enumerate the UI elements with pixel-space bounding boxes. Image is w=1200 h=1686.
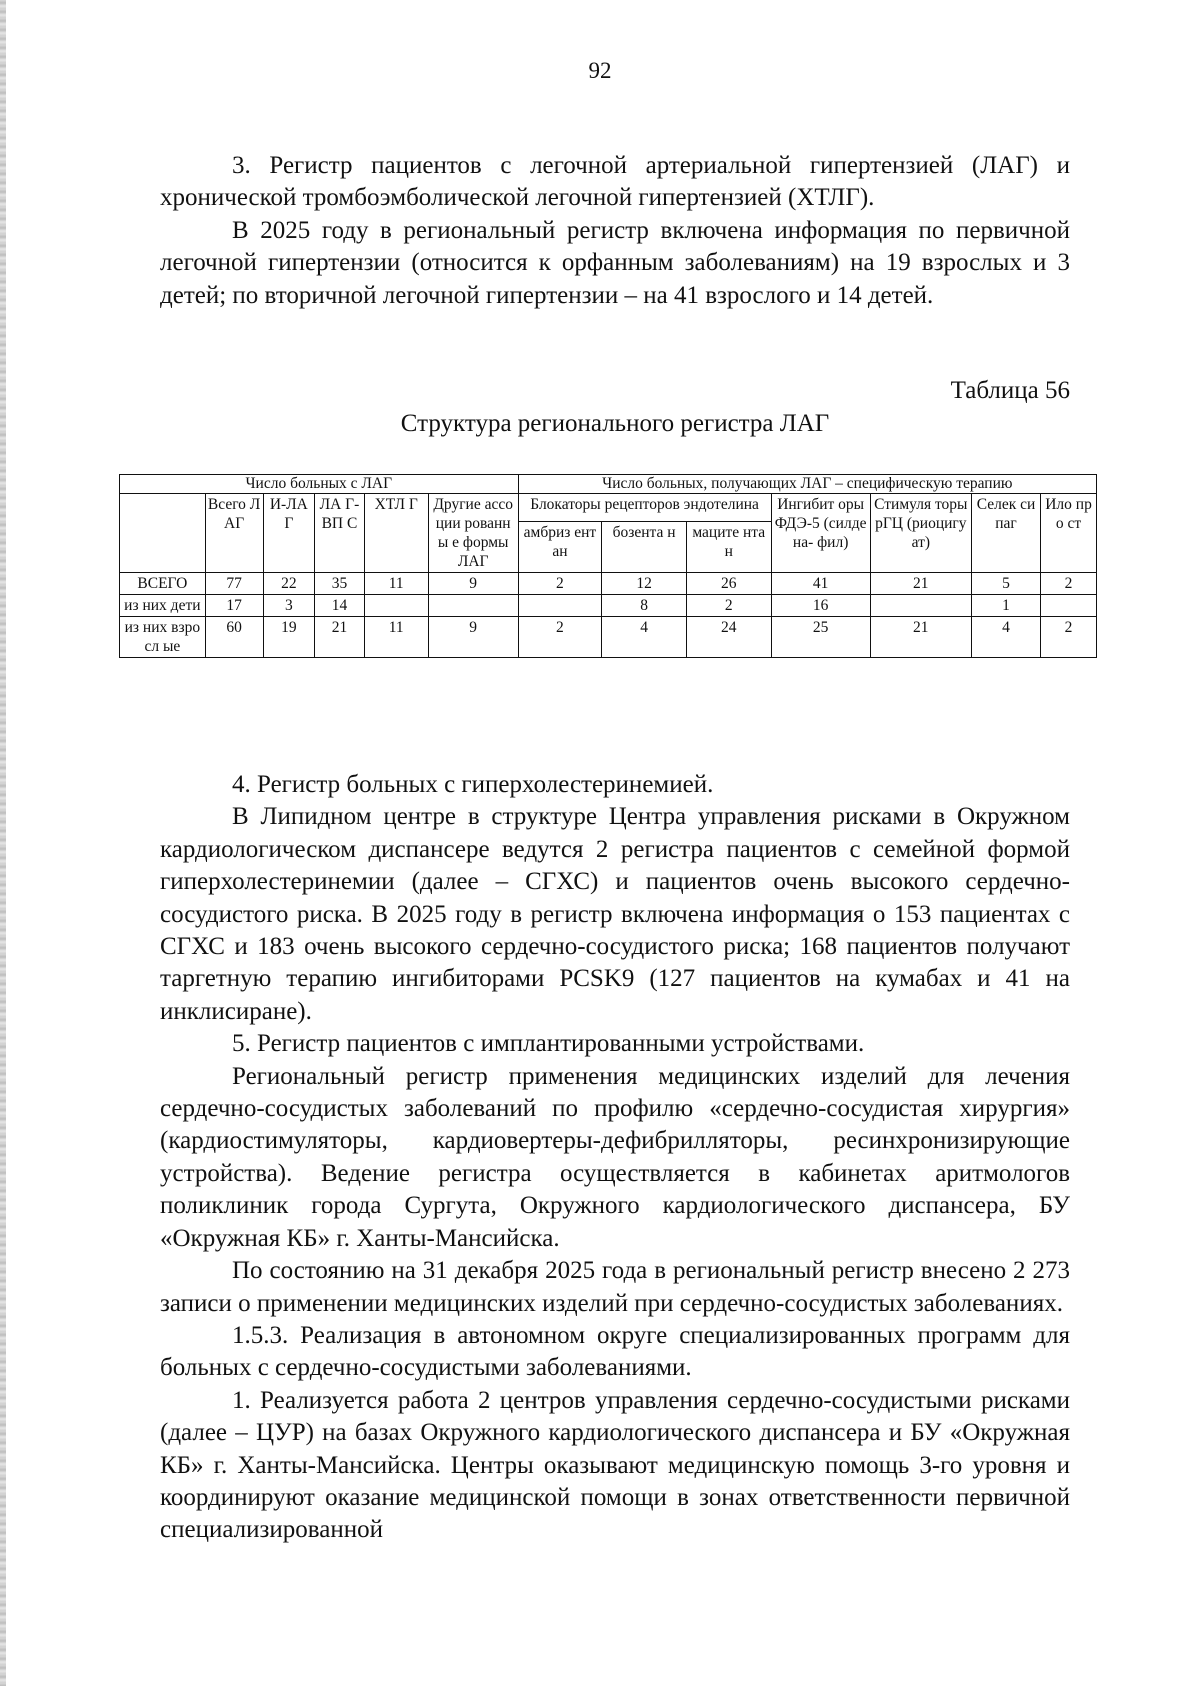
- table-cell: 12: [602, 573, 687, 595]
- body-section: [160, 769, 1070, 1547]
- table-cell: [364, 595, 428, 617]
- header-total-lag: Всего ЛАГ: [205, 494, 263, 573]
- section-heading-programs: 1.5.3. Реализация в автономном округе специализированных программ для больных с сердечно-сосудистыми заболеваниями.: [160, 1321, 1070, 1382]
- table-cell: 21: [870, 573, 971, 595]
- row-label: ВСЕГО: [120, 573, 206, 595]
- lag-registry-table: [119, 474, 1097, 658]
- header-rgc: Стимуля торы рГЦ (риоцигу ат): [870, 494, 971, 573]
- header-lag-vps: ЛА Г- ВП С: [315, 494, 365, 573]
- paragraph-risk-centers: 1. Реализуется работа 2 центров управления сердечно-сосудистыми рисками (далее – ЦУР) на базах Окружного кардиологического диспансера и БУ «Окружная КБ» г. Ханты-Мансийска. Центры оказывают медицинскую помощь 3-го уровня и координируют оказание медицинской помощи в зонах ответственности первичной специализированной: [160, 1386, 1070, 1544]
- paragraph-devices-records: По состоянию на 31 декабря 2025 года в региональный регистр внесено 2 273 записи о применении медицинских изделий при сердечно-сосудистых заболеваниях.: [160, 1257, 1070, 1317]
- table-cell: 25: [771, 617, 870, 658]
- row-label: из них дети: [120, 595, 206, 617]
- table-title: Структура регионального регистра ЛАГ: [400, 410, 830, 437]
- table-cell: 11: [364, 573, 428, 595]
- registry-heading-hypercholesterolemia: 4. Регистр больных с гиперхолестеринемией.: [232, 771, 714, 798]
- table-cell: 19: [263, 617, 315, 658]
- table-row-children: [120, 595, 1097, 617]
- table-row-total: [120, 573, 1097, 595]
- table-cell: [870, 595, 971, 617]
- header-endothelin-blockers: Блокаторы рецепторов эндотелина: [518, 494, 771, 522]
- table-cell: 2: [1041, 573, 1097, 595]
- table-cell: 21: [315, 617, 365, 658]
- header-ilag: И-ЛА Г: [263, 494, 315, 573]
- table-cell: 2: [686, 595, 771, 617]
- group-header-lag-therapy: Число больных, получающих ЛАГ – специфическую терапию: [518, 475, 1096, 494]
- header-iloprost: Ило про ст: [1041, 494, 1097, 573]
- table-cell: 22: [263, 573, 315, 595]
- header-xtlg: ХТЛ Г: [364, 494, 428, 573]
- row-label: из них взросл ые: [120, 617, 206, 658]
- table-number: Таблица 56: [950, 377, 1070, 404]
- header-macitentan: маците нтан: [686, 521, 771, 572]
- header-bosentan: бозента н: [602, 521, 687, 572]
- header-selexipag: Селек сипаг: [971, 494, 1040, 573]
- table-cell: 60: [205, 617, 263, 658]
- table-cell: 4: [602, 617, 687, 658]
- header-other-forms: Другие ассоции рованны е формы ЛАГ: [428, 494, 518, 573]
- table-cell: 11: [364, 617, 428, 658]
- registry-heading-implanted-devices: 5. Регистр пациентов с имплантированными устройствами.: [232, 1030, 865, 1058]
- table-cell: 2: [518, 573, 602, 595]
- header-pde5: Ингибит оры ФДЭ-5 (силдена- фил): [771, 494, 870, 573]
- table-cell: 3: [263, 595, 315, 617]
- table-cell: 9: [428, 573, 518, 595]
- table-cell: [1041, 595, 1097, 617]
- table-cell: 35: [315, 573, 365, 595]
- registry-heading-lag: 3. Регистр пациентов с легочной артериальной гипертензией (ЛАГ) и хронической тромбоэмболической легочной гипертензией (ХТЛГ).: [160, 152, 1070, 212]
- table-cell: 41: [771, 573, 870, 595]
- header-ambrisentan: амбриз ентан: [518, 521, 602, 572]
- group-header-lag-patients: Число больных с ЛАГ: [120, 475, 519, 494]
- table-cell: 16: [771, 595, 870, 617]
- table-cell: 8: [602, 595, 687, 617]
- table-cell: 4: [971, 617, 1040, 658]
- table-cell: 1: [971, 595, 1040, 617]
- paragraph-devices-registry: Региональный регистр применения медицинских изделий для лечения сердечно-сосудистых заболеваний по профилю «сердечно-сосудистая хирургия» (кардиостимуляторы, кардиовертеры-дефибрилляторы, ресинхронизирующие устройства). Ведение регистра осуществляется в кабинетах аритмологов поликлиник города Сургута, Окружного кардиологического диспансера, БУ «Окружная КБ» г. Ханты-Мансийска.: [160, 1062, 1070, 1252]
- table-cell: 2: [1041, 617, 1097, 658]
- paragraph-lipid-center: В Липидном центре в структуре Центра управления рисками в Окружном кардиологическом диспансере ведутся 2 регистра пациентов с семейной формой гиперхолестеринемии (далее – СГХС) и пациентов очень высокого сердечно-сосудистого риска. В 2025 году в регистр включена информация о 153 пациентах с СГХС и 183 очень высокого сердечно-сосудистого риска; 168 пациентов получают таргетную терапию ингибиторами PCSK9 (127 пациентов на кумабах и 41 на инклисиране).: [160, 803, 1070, 1025]
- table-cell: [428, 595, 518, 617]
- table-cell: 9: [428, 617, 518, 658]
- intro-section: [160, 150, 1070, 312]
- table-cell: 2: [518, 617, 602, 658]
- table-cell: 24: [686, 617, 771, 658]
- table-cell: 5: [971, 573, 1040, 595]
- page-number: 92: [588, 58, 612, 83]
- table-cell: 26: [686, 573, 771, 595]
- table-cell: 77: [205, 573, 263, 595]
- paragraph-lag-2025: В 2025 году в региональный регистр включена информация по первичной легочной гипертензии (относится к орфанным заболеваниям) на 19 взрослых и 3 детей; по вторичной легочной гипертензии – на 41 взрослого и 14 детей.: [160, 216, 1070, 309]
- table-cell: 17: [205, 595, 263, 617]
- table-row-adults: [120, 617, 1097, 658]
- table-cell: [518, 595, 602, 617]
- scan-edge: [0, 0, 6, 1686]
- table-cell: 21: [870, 617, 971, 658]
- table-cell: 14: [315, 595, 365, 617]
- row-label-header: [120, 494, 206, 573]
